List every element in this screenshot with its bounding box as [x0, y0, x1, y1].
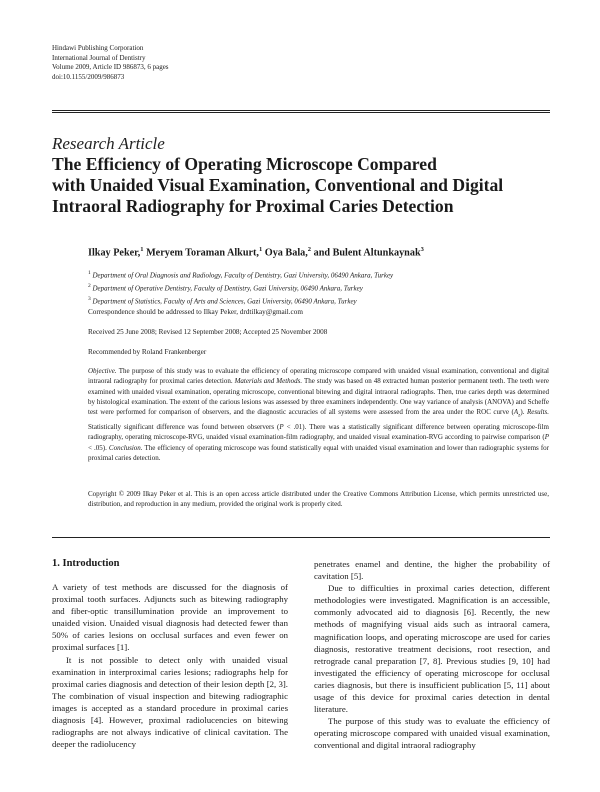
abstract-methods-end: ). [520, 408, 528, 417]
abstract-results-p2: < .05). [88, 443, 109, 452]
publisher-info [52, 44, 169, 82]
paragraph: The purpose of this study was to evaluate the efficiency of operating microscope compared with unaided visual examination, conventional and digital intraoral radiography [314, 716, 550, 751]
column-left [52, 581, 288, 750]
affiliation-line [88, 268, 393, 281]
title-line: with Unaided Visual Examination, Conventional and Digital [52, 175, 504, 195]
publisher-name: Hindawi Publishing Corporation [52, 44, 144, 52]
author-affil-mark: 2 [307, 246, 312, 253]
recommended-by: Recommended by Roland Frankenberger [88, 348, 207, 356]
author-affil-mark: 1 [140, 246, 144, 253]
journal-name: International Journal of Dentistry [52, 53, 146, 62]
paragraph: It is not possible to detect only with unaided visual examination in interproximal caries lesions; radiographs help for proximal caries diagnosis and detection of their lesion depth [2, 3]. The combination of visual inspection and bitewing radiographic images is accepted as a standard procedure in proximal caries diagnosis [4]. However, proximal radiolucencies on bitewing radiographs are not always indicative of clinical cavitation. The deeper the radiolucency [52, 654, 288, 750]
column-right [314, 558, 550, 752]
abstract-methods-label: Materials and Methods. [234, 377, 303, 386]
author-name: and Bulent Altunkaynak [313, 247, 421, 259]
affiliation-text: Department of Statistics, Faculty of Arts and Sciences, Gazi University, 06490 Ankara, Turkey [92, 296, 357, 305]
author-name: Oya Bala, [264, 247, 308, 259]
abstract-results: Statistically significant difference was found between observers ( [88, 423, 280, 432]
affiliation-line [88, 281, 393, 294]
abstract-results-label: Results. [527, 408, 549, 417]
affiliation-mark: 3 [88, 295, 91, 302]
section-heading: 1. Introduction [52, 558, 120, 569]
abstract [88, 366, 549, 463]
author-affil-mark: 3 [420, 246, 424, 253]
abstract-az-symbol: A [513, 408, 519, 417]
abstract-objective: The purpose of this study was to evaluate the efficiency of operating microscope compared with unaided visual examination, conventional and digital intraoral radiography for proximal caries detection. [88, 367, 549, 386]
doi: doi:10.1155/2009/986873 [52, 72, 125, 81]
abstract-az-subscript: z [518, 413, 521, 419]
author-list [88, 246, 424, 258]
abstract-p-symbol: P [544, 433, 549, 442]
header-rule-top [52, 110, 550, 111]
abstract-conclusion: The efficiency of operating microscope was found statistically equal with unaided visual examination and lower than radiographic systems for proximal caries detection. [88, 443, 550, 463]
paragraph: penetrates enamel and dentine, the higher the probability of cavitation [5]. [314, 559, 550, 582]
affiliation-text: Department of Oral Diagnosis and Radiology, Faculty of Dentistry, Gazi University, 06490 Ankara, Turkey [92, 271, 394, 280]
title-line: Intraoral Radiography for Proximal Caries Detection [52, 196, 454, 216]
affiliation-line [88, 294, 393, 307]
copyright-notice: Copyright © 2009 Ilkay Peker et al. This is an open access article distributed under the Creative Commons Attribution License, which permits unrestricted use, distribution, and reproduction in any medium, provided the original work is properly cited. [88, 490, 549, 509]
section-rule [52, 537, 550, 538]
paragraph: A variety of test methods are discussed for the diagnosis of proximal tooth surfaces. Adjuncts such as bitewing radiography and fiber-optic transillumination provide an improvement to unaided vision. Unaided visual diagnosis had detected fewer than 50% of caries lesions on occlusal surfaces and even fewer on proximal surfaces [1]. [52, 582, 288, 653]
article-dates: Received 25 June 2008; Revised 12 September 2008; Accepted 25 November 2008 [88, 328, 328, 336]
author-name: Meryem Toraman Alkurt, [146, 247, 259, 259]
title-line: The Efficiency of Operating Microscope Compared [52, 154, 437, 174]
author-name: Ilkay Peker, [88, 247, 141, 259]
abstract-objective-label: Objective. [88, 367, 117, 375]
abstract-results-p1: < .01). There was a statistically significant difference between operating microscope-film radiography, operating microscope-RVG, unaided visual examination-film radiography, and unaided visual examination-RVG according to pairwise comparison ( [88, 423, 549, 442]
abstract-methods: The study was based on 48 extracted human posterior permanent teeth. The teeth were examined with unaided visual examination, operating microscope, conventional bitewing and digital intraoral radiographs. Then, true caries depth was determined by histological examination. The extent of the carious lesions was assessed by three examiners independently. One way variance of analysis (ANOVA) and Scheffe test were performed for comparison of observers, and the diagnostic accuracies of all systems were assessed from the area under the ROC curve ( [88, 377, 550, 417]
header-rule-bottom [52, 112, 550, 113]
author-affil-mark: 1 [258, 246, 263, 253]
affiliations [88, 268, 393, 306]
abstract-p-symbol: P [279, 423, 284, 432]
paragraph: Due to difficulties in proximal caries detection, different methodologies were investigated. Magnification is an accessible, commonly advocated aid to diagnosis [6]. Recently, the new methods of magnifying visual aids such as intraoral camera, magnification loops, and operating microscope are used for caries diagnosis, restorative treatment decisions, root resection, and retrograde canal preparation [7, 8]. Previous studies [9, 10] had investigated the efficiency of operating microscope for occlusal caries diagnosis, but there is insufficient publication [5, 11] about usage of this device for proximal caries detection in dental literature. [314, 583, 550, 715]
article-type: Research Article [52, 134, 165, 153]
affiliation-mark: 1 [88, 270, 91, 276]
affiliation-mark: 2 [88, 282, 91, 289]
abstract-conclusion-label: Conclusion. [108, 443, 143, 452]
volume-info: Volume 2009, Article ID 986873, 6 pages [52, 63, 169, 71]
affiliation-text: Department of Operative Dentistry, Faculty of Dentistry, Gazi University, 06490 Ankara, Turkey [92, 284, 363, 293]
correspondence: Correspondence should be addressed to Ilkay Peker, drdtilkay@gmail.com [88, 308, 303, 316]
article-title [52, 154, 552, 217]
